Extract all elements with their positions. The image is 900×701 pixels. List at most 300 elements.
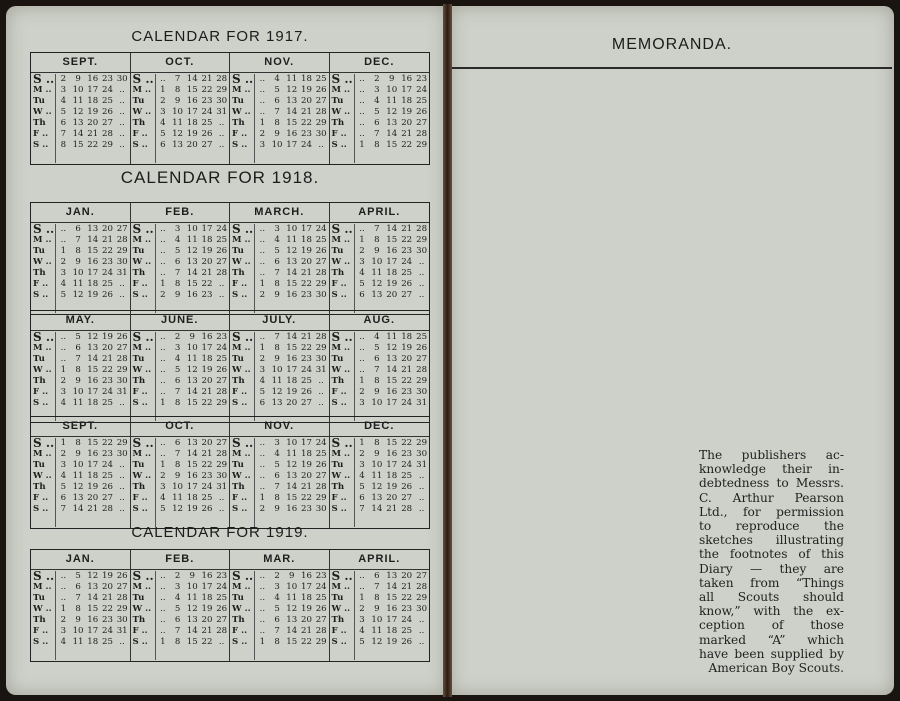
date-cell: .. (160, 376, 166, 386)
date-cell: 25 (216, 235, 228, 245)
date-cell: 14 (386, 224, 398, 234)
date-cell: 6 (359, 493, 365, 503)
date-cell: 13 (186, 376, 198, 386)
date-cell: 16 (386, 246, 398, 256)
date-cell: 14 (186, 268, 198, 278)
month-name: APRIL. (330, 550, 430, 570)
date-cell: 31 (416, 460, 428, 470)
date-cell: 21 (101, 354, 113, 364)
date-cell: 9 (174, 96, 181, 106)
week-column (255, 224, 270, 313)
date-cell: 25 (101, 96, 113, 106)
weekday-label: S .. (33, 222, 55, 236)
week-column (56, 571, 71, 660)
weekday-label: S .. (232, 222, 254, 236)
weekday-label: F .. (232, 387, 248, 397)
date-cell: .. (60, 571, 67, 581)
date-cell: 6 (374, 118, 380, 128)
calendar-month (230, 203, 330, 314)
calendar-month (131, 203, 231, 314)
weekday-label: M .. (331, 85, 350, 95)
date-cell: 3 (174, 224, 181, 234)
date-cell: 18 (186, 118, 198, 128)
date-cell: .. (160, 257, 166, 267)
weekday-label: W .. (232, 257, 251, 267)
date-cell: 2 (274, 571, 280, 581)
month-name: FEB. (131, 550, 230, 570)
weekday-label: M .. (132, 449, 151, 459)
date-cell: 14 (286, 332, 298, 342)
date-cell: 7 (274, 626, 280, 636)
date-cell: 22 (401, 140, 413, 150)
date-cell: 15 (286, 279, 298, 289)
date-cell: 19 (386, 279, 398, 289)
date-cell: 20 (300, 96, 312, 106)
date-cell: 3 (160, 107, 166, 117)
week-column (369, 74, 384, 163)
date-cell: 17 (201, 224, 213, 234)
weekday-label: S .. (33, 290, 49, 300)
week-column (270, 571, 285, 660)
weekday-label: Tu (331, 354, 344, 364)
week-column (56, 224, 71, 313)
date-cell: 23 (300, 354, 312, 364)
date-cell: 26 (201, 504, 213, 514)
date-cell: 3 (274, 582, 280, 592)
date-cell: 17 (401, 85, 413, 95)
calendar-month (31, 311, 131, 422)
weekday-label: M .. (33, 449, 52, 459)
date-cell: .. (359, 571, 365, 581)
calendar-month (230, 417, 330, 528)
weekday-label: S .. (331, 222, 353, 236)
date-cell: 6 (75, 224, 81, 234)
weekday-labels (230, 571, 255, 660)
weekday-labels (230, 438, 255, 527)
weekday-label: Th (132, 118, 146, 128)
week-column (185, 332, 200, 421)
date-cell: 14 (87, 235, 99, 245)
date-cell: 8 (75, 604, 81, 614)
date-cell: 13 (172, 140, 184, 150)
weekday-label: Th (33, 615, 46, 625)
date-cell: 4 (174, 354, 181, 364)
date-cell: 26 (315, 460, 327, 470)
date-cell: 16 (286, 504, 298, 514)
date-cell: 27 (116, 224, 128, 234)
date-cell: 17 (300, 582, 312, 592)
date-cell: 22 (401, 235, 413, 245)
weekday-label: F .. (232, 279, 248, 289)
month-name: SEPT. (31, 53, 130, 73)
month-name: APRIL. (330, 203, 430, 223)
week-column (71, 224, 86, 313)
week-column (170, 224, 185, 313)
date-cell: 18 (401, 96, 413, 106)
date-cell: 10 (186, 343, 198, 353)
week-column (115, 332, 130, 421)
month-grid (131, 73, 230, 164)
date-cell: 21 (401, 224, 413, 234)
date-cell: 7 (374, 365, 380, 375)
month-name: JAN. (31, 203, 130, 223)
date-cell: 13 (72, 118, 84, 128)
date-cell: .. (160, 571, 166, 581)
date-cell: 20 (386, 493, 398, 503)
date-cell: 30 (116, 449, 128, 459)
date-cell: 4 (274, 235, 280, 245)
date-cell: 19 (300, 460, 312, 470)
weekday-labels (31, 332, 56, 421)
month-name: JUNE. (131, 311, 230, 331)
weekday-label: M .. (33, 343, 52, 353)
date-cell: 1 (60, 246, 67, 256)
week-column (355, 74, 370, 163)
date-cell: 31 (216, 107, 228, 117)
date-cell: 13 (186, 257, 198, 267)
date-cell: 26 (401, 637, 413, 647)
weekday-label: M .. (331, 235, 350, 245)
week-column (314, 224, 329, 313)
date-cell: 28 (216, 268, 228, 278)
week-column (71, 332, 86, 421)
date-cell: 13 (271, 398, 283, 408)
date-cell: 11 (286, 593, 298, 603)
note-line: marked “A” which (699, 632, 844, 647)
date-cell: 2 (160, 471, 166, 481)
date-cell: 18 (87, 279, 99, 289)
weekday-label: M .. (331, 582, 350, 592)
weekday-label: F .. (331, 626, 347, 636)
date-cell: 27 (416, 118, 428, 128)
weekday-label: M .. (132, 85, 151, 95)
month-grid (31, 331, 130, 422)
date-cell: 11 (186, 593, 198, 603)
date-cell: .. (218, 118, 225, 128)
date-cell: 4 (160, 493, 166, 503)
date-cell: 3 (174, 343, 181, 353)
date-cell: 7 (274, 332, 280, 342)
date-cell: 12 (72, 107, 84, 117)
date-cell: 13 (87, 582, 99, 592)
weekday-label: Th (232, 376, 245, 386)
date-cell: 28 (416, 129, 428, 139)
date-cell: 5 (274, 85, 280, 95)
date-cell: 6 (75, 582, 81, 592)
weekday-label: S .. (33, 504, 49, 514)
date-cell: .. (318, 376, 324, 386)
date-cell: .. (259, 107, 266, 117)
date-cell: 27 (401, 290, 413, 300)
date-cell: 15 (186, 279, 198, 289)
date-cell: 10 (371, 615, 383, 625)
date-cell: 29 (116, 246, 128, 256)
date-cell: .. (418, 257, 425, 267)
weekday-label: W .. (331, 604, 351, 614)
date-cell: 11 (186, 235, 198, 245)
date-cell: 1 (259, 343, 266, 353)
date-cell: 9 (75, 376, 81, 386)
date-cell: 4 (259, 376, 266, 386)
date-cell: 18 (201, 354, 213, 364)
date-cell: 12 (386, 107, 398, 117)
date-cell: 21 (300, 332, 312, 342)
date-cell: 21 (300, 626, 312, 636)
date-cell: 15 (286, 493, 298, 503)
date-cell: 18 (201, 593, 213, 603)
weekday-label: S .. (132, 436, 154, 450)
date-cell: 19 (386, 482, 398, 492)
date-cell: 28 (101, 504, 113, 514)
date-cell: 25 (101, 471, 113, 481)
date-cell: 22 (101, 604, 113, 614)
weekday-label: M .. (33, 85, 52, 95)
date-cell: 16 (386, 387, 398, 397)
date-cell: 4 (374, 96, 380, 106)
weekday-label: Tu (232, 593, 244, 603)
date-cell: 7 (374, 129, 380, 139)
week-column (314, 332, 329, 421)
weekday-label: S .. (331, 330, 353, 344)
date-cell: 30 (216, 96, 228, 106)
weekday-label: Th (232, 268, 245, 278)
date-cell: .. (259, 246, 266, 256)
date-cell: 1 (259, 493, 266, 503)
date-cell: 12 (371, 279, 383, 289)
weekday-label: S .. (33, 436, 55, 450)
month-name: JAN. (31, 550, 130, 570)
date-cell: .. (60, 235, 67, 245)
date-cell: 5 (75, 332, 81, 342)
date-cell: 7 (174, 268, 181, 278)
note-line: have been supplied by (699, 646, 844, 661)
weekday-label: F .. (33, 279, 49, 289)
note-line: ception of those (699, 618, 844, 633)
date-cell: 27 (216, 257, 228, 267)
date-cell: .. (160, 365, 166, 375)
weekday-label: F .. (232, 129, 248, 139)
date-cell: 5 (359, 279, 365, 289)
weekday-label: F .. (33, 387, 49, 397)
date-cell: 15 (386, 140, 398, 150)
weekday-label: Th (331, 118, 345, 128)
weekday-labels (330, 224, 355, 313)
weekday-label: W .. (232, 365, 251, 375)
date-cell: 1 (60, 438, 67, 448)
note-line: C. Arthur Pearson (699, 490, 844, 505)
weekday-labels (330, 332, 355, 421)
week-column (414, 571, 429, 660)
weekday-label: S .. (331, 398, 347, 408)
date-cell: 30 (416, 387, 428, 397)
date-cell: 8 (374, 235, 380, 245)
date-cell: 26 (416, 107, 428, 117)
calendar-1917-block (30, 52, 430, 165)
weekday-label: W .. (331, 107, 351, 117)
date-cell: 24 (216, 224, 228, 234)
date-cell: 25 (315, 593, 327, 603)
date-cell: 16 (386, 449, 398, 459)
month-grid (131, 570, 230, 661)
date-cell: 9 (374, 449, 380, 459)
month-name: MARCH. (230, 203, 329, 223)
date-cell: 13 (286, 471, 298, 481)
date-cell: 26 (216, 365, 228, 375)
date-cell: 24 (216, 582, 228, 592)
week-column (156, 332, 171, 421)
date-cell: 12 (72, 482, 84, 492)
calendar-month (330, 53, 430, 164)
date-cell: 14 (72, 129, 84, 139)
date-cell: 10 (386, 85, 398, 95)
week-column (384, 571, 399, 660)
date-cell: 30 (315, 354, 327, 364)
date-cell: 20 (401, 571, 413, 581)
date-cell: 1 (359, 593, 365, 603)
date-cell: .. (259, 332, 266, 342)
date-cell: 9 (75, 257, 81, 267)
week-column (85, 224, 100, 313)
date-cell: 24 (315, 582, 327, 592)
calendar-1918-row-2 (30, 310, 430, 423)
date-cell: 18 (300, 235, 312, 245)
week-column (170, 332, 185, 421)
week-column (100, 571, 115, 660)
date-cell: 19 (87, 107, 99, 117)
week-column (56, 332, 71, 421)
date-cell: 22 (201, 460, 213, 470)
weekday-label: W .. (132, 365, 152, 375)
date-cell: 10 (72, 387, 84, 397)
date-cell: 10 (72, 85, 84, 95)
date-cell: 2 (174, 571, 181, 581)
date-cell: 19 (101, 571, 113, 581)
date-cell: .. (60, 343, 67, 353)
date-cell: 7 (75, 593, 81, 603)
date-cell: 6 (259, 398, 266, 408)
date-cell: 24 (101, 268, 113, 278)
date-cell: 6 (274, 615, 280, 625)
date-cell: 24 (401, 615, 413, 625)
note-line: to reproduce the (699, 519, 844, 534)
date-cell: .. (359, 354, 365, 364)
date-cell: 20 (201, 376, 213, 386)
date-cell: .. (119, 118, 125, 128)
weekday-label: M .. (33, 582, 52, 592)
date-cell: 15 (87, 604, 99, 614)
date-cell: 15 (186, 398, 198, 408)
date-cell: 16 (386, 604, 398, 614)
date-cell: 23 (401, 246, 413, 256)
date-cell: .. (259, 449, 266, 459)
date-cell: 23 (300, 504, 312, 514)
date-cell: 16 (300, 571, 312, 581)
date-cell: 4 (374, 332, 380, 342)
date-cell: 26 (216, 246, 228, 256)
date-cell: 24 (300, 140, 312, 150)
date-cell: 16 (286, 129, 298, 139)
weekday-label: M .. (232, 235, 251, 245)
date-cell: 2 (359, 387, 365, 397)
date-cell: 14 (386, 582, 398, 592)
date-cell: 12 (271, 387, 283, 397)
date-cell: 19 (87, 290, 99, 300)
date-cell: 2 (374, 74, 380, 84)
date-cell: .. (359, 343, 365, 353)
date-cell: 17 (386, 257, 398, 267)
date-cell: 26 (116, 332, 128, 342)
date-cell: 24 (300, 365, 312, 375)
date-cell: 1 (359, 140, 365, 150)
date-cell: 16 (201, 571, 213, 581)
weekday-label: S .. (232, 436, 254, 450)
date-cell: 29 (216, 398, 228, 408)
month-name: SEPT. (31, 417, 130, 437)
date-cell: .. (359, 224, 365, 234)
month-grid (31, 570, 130, 661)
date-cell: 3 (359, 257, 365, 267)
date-cell: .. (119, 85, 125, 95)
date-cell: 26 (401, 482, 413, 492)
date-cell: 14 (186, 387, 198, 397)
date-cell: 10 (72, 626, 84, 636)
calendar-month (230, 550, 330, 661)
weekday-label: W .. (331, 257, 351, 267)
date-cell: 6 (374, 571, 380, 581)
date-cell: 1 (359, 438, 365, 448)
weekday-labels (131, 74, 156, 163)
date-cell: 10 (271, 140, 283, 150)
date-cell: 11 (371, 471, 383, 481)
date-cell: 27 (116, 343, 128, 353)
date-cell: 20 (401, 118, 413, 128)
date-cell: 4 (174, 235, 181, 245)
week-column (115, 571, 130, 660)
date-cell: 18 (201, 235, 213, 245)
date-cell: 7 (60, 504, 67, 514)
date-cell: 29 (116, 365, 128, 375)
weekday-label: Th (33, 482, 46, 492)
date-cell: 10 (371, 460, 383, 470)
weekday-label: F .. (331, 493, 347, 503)
date-cell: 20 (300, 471, 312, 481)
month-grid (31, 437, 130, 528)
date-cell: 7 (174, 626, 181, 636)
date-cell: 12 (72, 290, 84, 300)
date-cell: 2 (259, 290, 266, 300)
week-column (214, 224, 229, 313)
week-column (255, 332, 270, 421)
date-cell: 23 (201, 471, 213, 481)
date-cell: 26 (201, 129, 213, 139)
date-cell: 28 (216, 626, 228, 636)
weekday-label: S .. (33, 330, 55, 344)
date-cell: 25 (216, 354, 228, 364)
week-column (369, 332, 384, 421)
date-cell: 8 (374, 593, 380, 603)
date-cell: 17 (300, 224, 312, 234)
week-column (56, 438, 71, 527)
date-cell: 4 (60, 637, 67, 647)
note-line: know,” with the ex- (699, 604, 844, 619)
week-column (200, 438, 215, 527)
date-cell: 5 (75, 571, 81, 581)
weekday-label: Tu (33, 593, 45, 603)
date-cell: .. (418, 279, 425, 289)
date-cell: .. (418, 482, 425, 492)
weekday-labels (131, 332, 156, 421)
note-line: sketches illustrating (699, 533, 844, 548)
